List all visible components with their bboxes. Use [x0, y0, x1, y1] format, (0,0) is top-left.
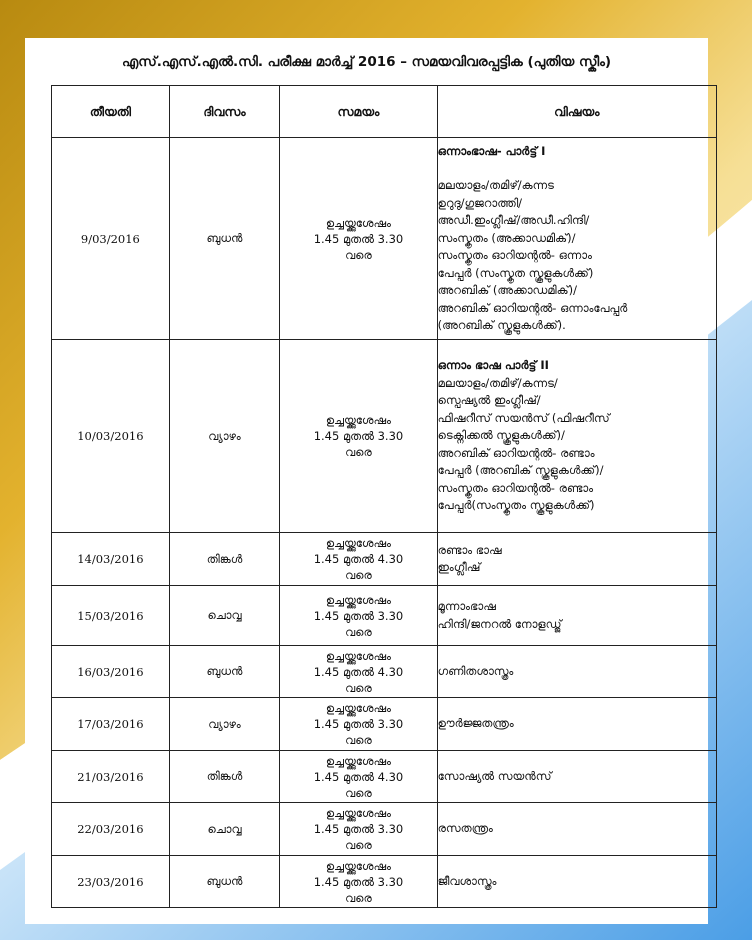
header-time: സമയം: [280, 86, 437, 138]
subject-line: ഇംഗ്ലീഷ്: [437, 560, 481, 574]
exam-date: 15/03/2016: [52, 586, 170, 646]
exam-time: [280, 751, 437, 803]
time-line: 1.45 മുതൽ 3.30: [313, 874, 404, 889]
table-row: [52, 533, 717, 586]
time-line: ഉച്ചയ്ക്കുശേഷം: [325, 648, 391, 663]
subject-line: ഊർജ്ജതന്ത്രം: [437, 716, 514, 731]
exam-time: [280, 340, 437, 533]
exam-date: 14/03/2016: [52, 533, 170, 586]
time-line: വരെ: [345, 785, 372, 800]
table-header-row: [52, 86, 717, 138]
time-line: ഉച്ചയ്ക്കുശേഷം: [325, 215, 391, 230]
time-line: വരെ: [345, 890, 372, 905]
table-row: [52, 803, 717, 856]
exam-date: 10/03/2016: [52, 340, 170, 533]
time-line: വരെ: [345, 624, 372, 639]
header-day: ദിവസം: [169, 86, 279, 138]
subject-line: ടെക്നിക്കൽ സ്കൂളുകൾക്ക്)/: [437, 428, 565, 443]
table-row: [52, 698, 717, 751]
exam-subject: [437, 586, 716, 646]
exam-time: [280, 533, 437, 586]
table-row: [52, 646, 717, 698]
exam-time: [280, 698, 437, 751]
exam-subject: [437, 803, 716, 856]
document-title: എസ്.എസ്.എൽ.സി. പരീക്ഷ മാർച്ച് 2016 – സമയവിവരപ്പട്ടിക (പുതിയ സ്കീം): [121, 54, 612, 70]
time-line: 1.45 മുതൽ 4.30: [313, 769, 404, 784]
time-line: ഉച്ചയ്ക്കുശേഷം: [325, 858, 391, 873]
time-line: 1.45 മുതൽ 3.30: [313, 717, 404, 731]
exam-day: തിങ്കൾ: [169, 751, 279, 803]
exam-date: 9/03/2016: [52, 138, 170, 340]
table-row: [52, 751, 717, 803]
time-line: വരെ: [345, 733, 372, 747]
time-line: വരെ: [345, 445, 372, 459]
exam-subject: [437, 646, 716, 698]
exam-day: വ്യാഴം: [169, 698, 279, 751]
time-line: 1.45 മുതൽ 3.30: [313, 429, 404, 443]
exam-day: വ്യാഴം: [169, 340, 279, 533]
exam-subject: [437, 698, 716, 751]
exam-subject: [437, 751, 716, 803]
subject-line: രസതന്ത്രം: [437, 821, 493, 836]
subject-line: മലയാളം/തമിഴ്/കന്നട/: [437, 375, 558, 390]
time-line: 1.45 മുതൽ 4.30: [313, 552, 404, 566]
subject-line: സോഷ്യൽ സയൻസ്: [437, 768, 552, 783]
time-line: വരെ: [345, 247, 372, 262]
exam-day: തിങ്കൾ: [169, 533, 279, 586]
subject-line: സംസ്കൃതം ഓറിയന്റൽ- ഒന്നാം: [437, 248, 592, 262]
exam-time: [280, 586, 437, 646]
exam-subject: [437, 856, 716, 908]
subject-line: ഉറുദു/ഗുജറാത്തി/: [437, 195, 523, 210]
table-row: [52, 856, 717, 908]
subject-line: മൂന്നാംഭാഷ: [437, 599, 496, 613]
exam-time: [280, 138, 437, 340]
exam-date: 17/03/2016: [52, 698, 170, 751]
subject-line: സംസ്കൃതം (അക്കാഡമിക്)/: [437, 230, 576, 245]
time-line: ഉച്ചയ്ക്കുശേഷം: [325, 592, 391, 607]
time-line: വരെ: [345, 568, 372, 582]
subject-line: ഹിന്ദി/ജനറൽ നോളഡ്ജ്: [437, 616, 562, 631]
time-line: ഉച്ചയ്ക്കുശേഷം: [325, 806, 391, 820]
time-line: വരെ: [345, 838, 372, 852]
subject-line: പേപ്പർ (അറബിക് സ്കൂളുകൾക്ക്)/: [437, 463, 604, 478]
time-line: 1.45 മുതൽ 3.30: [313, 608, 404, 623]
table-row: [52, 586, 717, 646]
subject-line: ഫിഷറീസ് സയൻസ് (ഫിഷറീസ്: [437, 410, 610, 425]
time-line: വരെ: [345, 680, 372, 695]
time-line: 1.45 മുതൽ 4.30: [313, 664, 404, 679]
subject-line: പേപ്പർ (സംസ്കൃത സ്കൂളുകൾക്ക്): [437, 265, 594, 280]
time-line: ഉച്ചയ്ക്കുശേഷം: [325, 536, 391, 550]
subject-line: മലയാളം/തമിഴ്/കന്നട: [437, 178, 554, 192]
time-line: 1.45 മുതൽ 3.30: [313, 231, 404, 246]
subject-line: അറബിക് ഓറിയന്റൽ- ഒന്നാംപേപ്പർ: [437, 300, 628, 315]
subject-line: സംസ്കൃതം ഓറിയന്റൽ- രണ്ടാം: [437, 480, 594, 495]
exam-day: ചൊവ്വ: [169, 803, 279, 856]
subject-heading: ഒന്നാം ഭാഷ പാർട്ട് II: [437, 358, 549, 373]
exam-day: ചൊവ്വ: [169, 586, 279, 646]
exam-day: ബുധൻ: [169, 856, 279, 908]
subject-line: പേപ്പർ(സംസ്കൃതം സ്കൂളുകൾക്ക്): [437, 498, 595, 513]
exam-subject: [437, 340, 716, 533]
exam-day: ബുധൻ: [169, 646, 279, 698]
exam-time: [280, 856, 437, 908]
subject-line: രണ്ടാം ഭാഷ: [437, 542, 502, 557]
exam-time: [280, 646, 437, 698]
table-row: [52, 138, 717, 340]
header-subject: വിഷയം: [437, 86, 716, 138]
exam-timetable: [51, 85, 717, 908]
exam-date: 16/03/2016: [52, 646, 170, 698]
header-date: തീയതി: [52, 86, 170, 138]
subject-line: സ്പെഷ്യൽ ഇംഗ്ലീഷ്/: [437, 393, 541, 408]
schedule-sheet: [25, 38, 708, 924]
exam-day: ബുധൻ: [169, 138, 279, 340]
subject-line: (അറബിക് സ്കൂളുകൾക്ക്).: [437, 318, 566, 332]
subject-line: അറബിക് (അക്കാഡമിക്)/: [437, 283, 578, 297]
subject-line: അറബിക് ഓറിയന്റൽ- രണ്ടാം: [437, 445, 595, 460]
time-line: ഉച്ചയ്ക്കുശേഷം: [325, 701, 391, 715]
time-line: 1.45 മുതൽ 3.30: [313, 822, 404, 836]
time-line: ഉച്ചയ്ക്കുശേഷം: [325, 413, 391, 427]
exam-time: [280, 803, 437, 856]
exam-date: 21/03/2016: [52, 751, 170, 803]
exam-subject: [437, 138, 716, 340]
exam-date: 22/03/2016: [52, 803, 170, 856]
subject-line: ജീവശാസ്ത്രം: [437, 873, 497, 888]
exam-date: 23/03/2016: [52, 856, 170, 908]
exam-subject: [437, 533, 716, 586]
time-line: ഉച്ചയ്ക്കുശേഷം: [325, 753, 391, 768]
table-row: [52, 340, 717, 533]
subject-line: അഡീ.ഇംഗ്ലീഷ്/അഡീ.ഹിന്ദി/: [437, 213, 590, 227]
subject-heading: ഒന്നാംഭാഷ- പാർട്ട് I: [437, 143, 546, 158]
subject-line: ഗണിതശാസ്ത്രം: [437, 663, 514, 678]
